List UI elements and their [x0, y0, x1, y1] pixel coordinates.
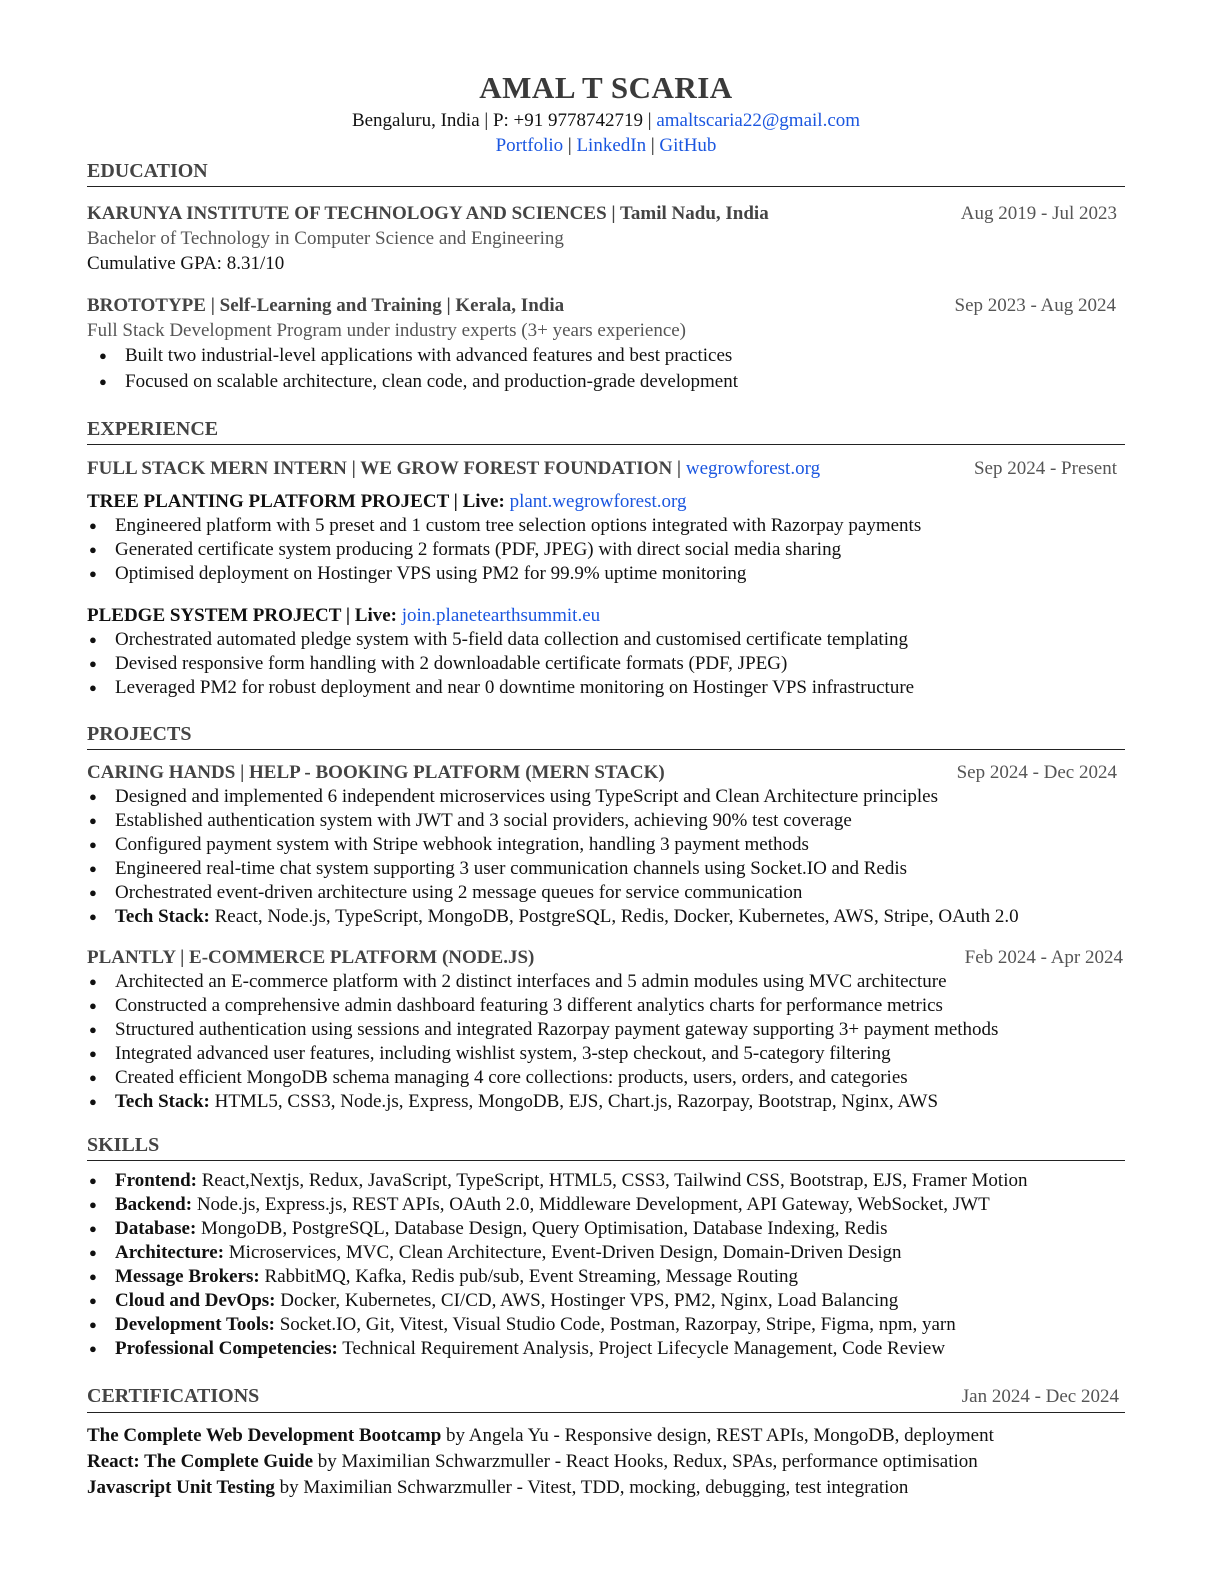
tech-stack-label: Tech Stack:: [115, 906, 210, 927]
project-title: CARING HANDS | HELP - BOOKING PLATFORM (MERN STACK): [87, 762, 665, 783]
company-website-link[interactable]: wegrowforest.org: [685, 458, 821, 479]
list-item: ● Established authentication system with JWT and 3 social providers, achieving 90% test coverage: [87, 809, 1125, 833]
education-entry: [87, 294, 1125, 395]
section-title: CERTIFICATIONS: [87, 1385, 260, 1407]
separator: |: [650, 135, 655, 156]
skill-value: Socket.IO, Git, Vitest, Visual Studio Code, Postman, Razorpay, Stripe, Figma, npm, yarn: [274, 1314, 956, 1335]
certification-name: React: The Complete Guide: [87, 1451, 314, 1472]
certifications-list: [87, 1423, 1125, 1501]
date-range: Feb 2024 - Apr 2024: [964, 947, 1123, 968]
github-link[interactable]: GitHub: [659, 135, 717, 156]
certification-name: The Complete Web Development Bootcamp: [87, 1425, 442, 1446]
skill-label: Database:: [115, 1218, 197, 1239]
linkedin-link[interactable]: LinkedIn: [576, 135, 647, 156]
skill-value: RabbitMQ, Kafka, Redis pub/sub, Event Streaming, Message Routing: [259, 1266, 799, 1287]
list-item: ● Engineered real-time chat system supporting 3 user communication channels using Socket.IO and Redis: [87, 857, 1125, 881]
location: Bengaluru, India: [351, 110, 480, 131]
skill-label: Cloud and DevOps:: [115, 1290, 276, 1311]
skill-value: Technical Requirement Analysis, Project Lifecycle Management, Code Review: [337, 1338, 946, 1359]
date-range: Jan 2024 - Dec 2024: [961, 1386, 1119, 1407]
skill-item: [87, 1241, 1125, 1265]
role-title: FULL STACK MERN INTERN | WE GROW FOREST FOUNDATION |: [87, 458, 682, 479]
certification-item: [87, 1423, 1125, 1449]
list-item: ● Leveraged PM2 for robust deployment and near 0 downtime monitoring on Hostinger VPS infrastructure: [87, 676, 1125, 700]
tech-stack-label: Tech Stack:: [115, 1091, 210, 1112]
skill-value: React,Nextjs, Redux, JavaScript, TypeScript, HTML5, CSS3, Tailwind CSS, Bootstrap, EJS, Framer Motion: [196, 1170, 1028, 1191]
section-heading-experience: EXPERIENCE: [87, 417, 1125, 445]
list-item: ● Devised responsive form handling with 2 downloadable certificate formats (PDF, JPEG): [87, 652, 1125, 676]
skill-item: [87, 1313, 1125, 1337]
date-range: Aug 2019 - Jul 2023: [960, 203, 1117, 224]
resume-page: [87, 68, 1125, 1501]
portfolio-link[interactable]: Portfolio: [495, 135, 564, 156]
list-item: ● Orchestrated automated pledge system with 5-field data collection and customised certificate templating: [87, 628, 1125, 652]
skill-label: Professional Competencies:: [115, 1338, 338, 1359]
list-item: ● Engineered platform with 5 preset and 1 custom tree selection options integrated with Razorpay payments: [87, 514, 1125, 538]
certification-item: [87, 1475, 1125, 1501]
skill-item: [87, 1169, 1125, 1193]
list-item: ● Integrated advanced user features, including wishlist system, 3-step checkout, and 5-category filtering: [87, 1042, 1125, 1066]
list-item: ● Architected an E-commerce platform with 2 distinct interfaces and 5 admin modules using MVC architecture: [87, 970, 1125, 994]
tech-stack-value: React, Node.js, TypeScript, MongoDB, PostgreSQL, Redis, Docker, Kubernetes, AWS, Stripe, OAuth 2.0: [209, 906, 1019, 927]
bullet-list: [87, 970, 1125, 1114]
contact-line: [87, 108, 1125, 133]
project-entry: [87, 946, 1125, 1114]
list-item: ● Focused on scalable architecture, clean code, and production-grade development: [87, 369, 1125, 395]
tech-stack: [87, 905, 1125, 929]
project-title: TREE PLANTING PLATFORM PROJECT | Live:: [87, 491, 505, 512]
list-item: ● Orchestrated event-driven architecture using 2 message queues for service communication: [87, 881, 1125, 905]
separator: |: [647, 110, 652, 131]
project-entry: [87, 761, 1125, 929]
separator: |: [567, 135, 572, 156]
separator: |: [484, 110, 489, 131]
project-title: PLANTLY | E-COMMERCE PLATFORM (NODE.JS): [87, 947, 535, 968]
education-entry: [87, 202, 1125, 276]
gpa: Cumulative GPA: 8.31/10: [87, 253, 285, 274]
institution-name: BROTOTYPE | Self-Learning and Training | Kerala, India: [87, 295, 565, 316]
certification-name: Javascript Unit Testing: [87, 1477, 275, 1498]
skill-value: Node.js, Express.js, REST APIs, OAuth 2.0, Middleware Development, API Gateway, WebSocket, JWT: [192, 1194, 990, 1215]
tech-stack-value: HTML5, CSS3, Node.js, Express, MongoDB, EJS, Chart.js, Razorpay, Bootstrap, Nginx, AWS: [209, 1091, 939, 1112]
list-item: ● Generated certificate system producing 2 formats (PDF, JPEG) with direct social media sharing: [87, 538, 1125, 562]
bullet-list: [87, 628, 1125, 700]
skills-list: [87, 1169, 1125, 1361]
skill-item: [87, 1217, 1125, 1241]
profile-links: [87, 133, 1125, 158]
project-block: [87, 490, 1125, 586]
list-item: ● Created efficient MongoDB schema managing 4 core collections: products, users, orders, and categories: [87, 1066, 1125, 1090]
skill-item: [87, 1265, 1125, 1289]
skill-item: [87, 1289, 1125, 1313]
section-heading-education: EDUCATION: [87, 159, 1125, 187]
tech-stack: [87, 1090, 1125, 1114]
date-range: Sep 2024 - Present: [973, 458, 1117, 479]
project-title: PLEDGE SYSTEM PROJECT | Live:: [87, 605, 397, 626]
list-item: ● Constructed a comprehensive admin dashboard featuring 3 different analytics charts for performance metrics: [87, 994, 1125, 1018]
list-item: ● Optimised deployment on Hostinger VPS using PM2 for 99.9% uptime monitoring: [87, 562, 1125, 586]
skill-value: MongoDB, PostgreSQL, Database Design, Query Optimisation, Database Indexing, Redis: [196, 1218, 888, 1239]
certification-item: [87, 1449, 1125, 1475]
date-range: Sep 2024 - Dec 2024: [956, 762, 1117, 783]
bullet-list: [87, 343, 1125, 395]
date-range: Sep 2023 - Aug 2024: [954, 295, 1116, 316]
program: Full Stack Development Program under industry experts (3+ years experience): [87, 320, 687, 341]
live-link[interactable]: plant.wegrowforest.org: [509, 491, 687, 512]
skill-label: Architecture:: [115, 1242, 225, 1263]
bullet-list: [87, 514, 1125, 586]
skill-label: Development Tools:: [115, 1314, 275, 1335]
skill-item: [87, 1337, 1125, 1361]
email-link[interactable]: amaltscaria22@gmail.com: [656, 110, 861, 131]
certification-detail: by Angela Yu - Responsive design, REST APIs, MongoDB, deployment: [441, 1425, 994, 1446]
list-item: ● Built two industrial-level applications with advanced features and best practices: [87, 343, 1125, 369]
list-item: ● Configured payment system with Stripe webhook integration, handling 3 payment methods: [87, 833, 1125, 857]
list-item: ● Designed and implemented 6 independent microservices using TypeScript and Clean Architecture principles: [87, 785, 1125, 809]
candidate-name: AMAL T SCARIA: [479, 70, 733, 105]
phone: P: +91 9778742719: [492, 110, 643, 131]
bullet-list: [87, 785, 1125, 929]
skill-label: Backend:: [115, 1194, 193, 1215]
skill-item: [87, 1193, 1125, 1217]
list-item: ● Structured authentication using sessions and integrated Razorpay payment gateway supporting 3+ payment methods: [87, 1018, 1125, 1042]
section-heading-projects: PROJECTS: [87, 722, 1125, 750]
skill-value: Microservices, MVC, Clean Architecture, Event-Driven Design, Domain-Driven Design: [224, 1242, 902, 1263]
live-link[interactable]: join.planetearthsummit.eu: [401, 605, 601, 626]
institution-name: KARUNYA INSTITUTE OF TECHNOLOGY AND SCIENCES | Tamil Nadu, India: [87, 203, 769, 224]
degree: Bachelor of Technology in Computer Science and Engineering: [87, 228, 564, 249]
project-block: [87, 604, 1125, 700]
skill-label: Frontend:: [115, 1170, 197, 1191]
skill-label: Message Brokers:: [115, 1266, 260, 1287]
skill-value: Docker, Kubernetes, CI/CD, AWS, Hostinger VPS, PM2, Nginx, Load Balancing: [275, 1290, 899, 1311]
section-heading-skills: SKILLS: [87, 1133, 1125, 1161]
certification-detail: by Maximilian Schwarzmuller - Vitest, TDD, mocking, debugging, test integration: [274, 1477, 909, 1498]
experience-entry: [87, 457, 1125, 700]
section-heading-certifications: [87, 1384, 1125, 1413]
certification-detail: by Maximilian Schwarzmuller - React Hooks, Redux, SPAs, performance optimisation: [313, 1451, 978, 1472]
